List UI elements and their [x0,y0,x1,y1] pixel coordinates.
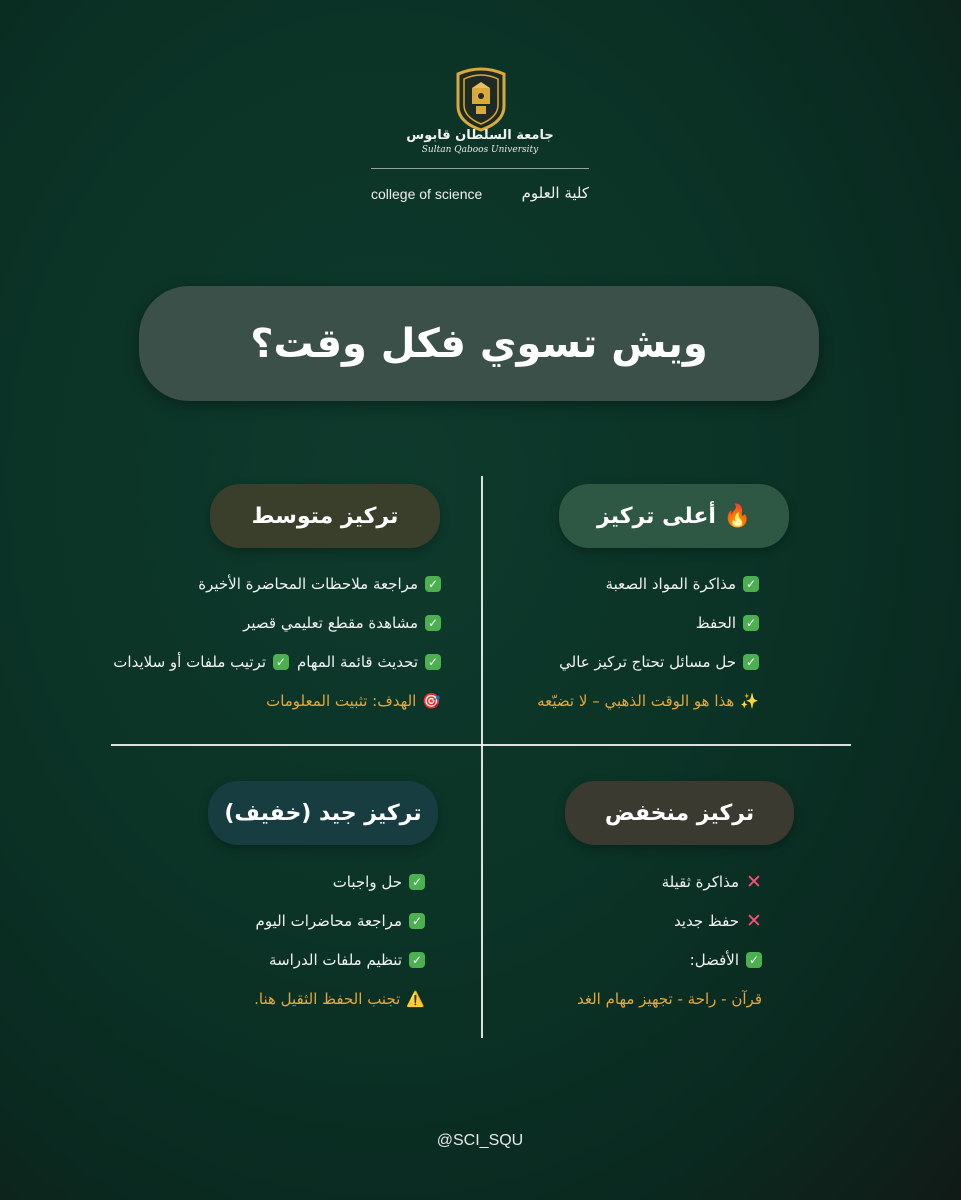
highest-focus-list [537,564,759,720]
check-icon: ✓ [743,576,759,592]
vertical-divider [481,476,483,1038]
title-banner [139,286,819,401]
warning-icon: ⚠️ [406,989,425,1008]
low-focus-header: تركيز منخفض [565,781,794,845]
medium-focus-header: تركيز متوسط [210,484,440,548]
university-name-arabic: جامعة السلطان قابوس [406,128,554,143]
cross-icon: ✕ [746,909,762,932]
check-icon: ✓ [409,874,425,890]
low-focus-list [577,862,762,1018]
list-item: ✓ مراجعة محاضرات اليوم [254,901,425,940]
cross-icon: ✕ [746,870,762,893]
list-item: ✓ حل واجبات [254,862,425,901]
check-icon: ✓ [409,913,425,929]
good-focus-header: تركيز جيد (خفيف) [208,781,438,845]
university-name-english: Sultan Qaboos University [421,145,539,155]
page-title: ويش تسوي فكل وقت؟ [250,320,708,367]
sparkles-icon: ✨ [740,691,759,710]
list-item: ✓ مذاكرة المواد الصعبة [537,564,759,603]
good-focus-list [254,862,425,1018]
university-logo [452,66,510,132]
highest-focus-header: 🔥 أعلى تركيز [559,484,789,548]
list-item: ✓ مشاهدة مقطع تعليمي قصير [113,603,441,642]
check-icon: ✓ [425,615,441,631]
list-item: ✕ مذاكرة ثقيلة [661,870,762,893]
check-icon: ✓ [746,952,762,968]
list-item: ✓ مراجعة ملاحظات المحاضرة الأخيرة [113,564,441,603]
college-name-english: college of science [371,186,483,202]
check-icon: ✓ [273,654,289,670]
target-icon: 🎯 [422,691,441,710]
check-icon: ✓ [743,654,759,670]
good-focus-note: ⚠️ تجنب الحفظ الثقيل هنا. [254,989,425,1008]
medium-focus-note: 🎯 الهدف: تثبيت المعلومات [266,691,441,710]
header-divider [371,168,589,169]
list-item: ✓ الحفظ [537,603,759,642]
horizontal-divider [111,744,851,746]
social-handle: @SCI_SQU [436,1132,524,1149]
list-item: ✕ حفظ جديد [673,909,762,932]
list-item: ✓ حل مسائل تحتاج تركيز عالي [537,642,759,681]
check-icon: ✓ [425,654,441,670]
list-item: ✓ تحديث قائمة المهام ✓ ترتيب ملفات أو سلايدات [113,642,441,681]
medium-focus-list [113,564,441,720]
list-item: ✓ الأفضل: [577,940,762,979]
college-name-arabic: كلية العلوم [521,184,589,202]
check-icon: ✓ [743,615,759,631]
check-icon: ✓ [409,952,425,968]
list-item: ✓ تنظيم ملفات الدراسة [254,940,425,979]
highest-focus-note: ✨ هذا هو الوقت الذهبي – لا تضيّعه [537,691,759,710]
low-focus-note: قرآن - راحة - تجهيز مهام الغد [576,989,762,1008]
check-icon: ✓ [425,576,441,592]
